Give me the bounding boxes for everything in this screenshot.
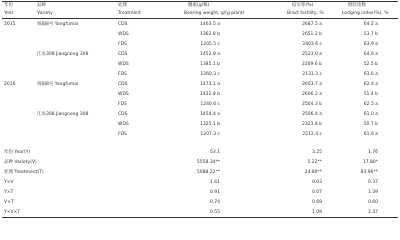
cell-br: 2209.6 b [301,62,322,67]
table-row [0,90,400,100]
header-bearing-weight: 穗重(g/株) [188,3,210,8]
cell-bw: 1240.6 c [200,102,220,107]
table-row [0,120,400,130]
cell-treatment: CDS [118,52,128,57]
stats-row [0,178,400,188]
header-year: 年份 [4,3,13,8]
stats-cell-ld: 0.37 [367,180,378,185]
table-row [0,20,400,30]
stats-cell-ld: 0.60 [367,200,378,205]
cell-bw: 1362.8 b [199,32,220,37]
cell-br: 2212.4 c [302,132,322,137]
cell-variety: 扬辐8号 Yangfumai [37,82,79,87]
cell-treatment: FDS [118,102,127,107]
header-treatment: 处理 [118,3,127,8]
stats-cell-bw: 1.61 [209,180,220,185]
cell-bw: 1385.1 b [199,62,220,67]
stats-cell-label: Y×V [4,180,14,185]
stats-cell-ld: 1.39 [367,190,378,195]
stats-row [0,188,400,198]
cell-ld: 53.7 b [363,32,378,37]
cell-br: 2523.0 a [302,52,322,57]
cell-bw: 1473.1 a [200,82,220,87]
stats-cell-bw: 0.74 [209,200,220,205]
stats-cell-br: 3.25 [311,150,322,155]
stats-cell-bw: 5558.34** [196,160,220,165]
cell-bw: 1325.1 b [199,122,220,127]
header-variety: 品种 [37,3,46,8]
table-row [0,40,400,50]
table-row [0,30,400,40]
cell-treatment: FDS [118,132,127,137]
cell-variety: 江农308 Jiangnong 308 [37,52,89,57]
cell-ld: 50.7 b [363,122,378,127]
header-bract-fertility-en: Bract fertility, % [287,11,324,16]
table-bottom-rule [2,217,398,218]
header-variety-en: Variety [37,11,53,16]
cell-ld: 61.6 a [363,132,378,137]
stats-row [0,168,400,178]
table-row [0,70,400,80]
cell-br: 2131.3 c [302,72,322,77]
stats-cell-label: 处理 Treatment(T) [4,170,44,175]
cell-variety: 扬辐8号 Yangfumai [37,22,79,27]
stats-cell-br: 1.09 [311,210,322,215]
cell-bw: 1463.5 a [200,22,220,27]
header-year-en: Year [4,11,14,16]
cell-variety: 江农308 Jiangnong 308 [37,112,89,117]
cell-treatment: FDS [118,72,127,77]
cell-treatment: WDS [118,92,129,97]
cell-br: 2651.2 b [301,32,322,37]
stats-cell-label: V×T [4,200,14,205]
stats-cell-br: 0.03 [311,180,322,185]
cell-br: 2687.5 a [302,22,322,27]
table-row [0,100,400,110]
cell-bw: 1452.8 a [200,52,220,57]
cell-bw: 1205.5 c [200,42,220,47]
stats-row [0,148,400,158]
cell-treatment: WDS [118,62,129,67]
cell-ld: 61.0 a [363,112,378,117]
stats-cell-ld: 17.80* [362,160,378,165]
cell-treatment: CDS [118,22,128,27]
cell-ld: 62.4 a [363,82,378,87]
stats-cell-bw: 0.91 [209,190,220,195]
table-row [0,110,400,120]
stats-cell-label: 品种 Variety(V) [4,160,37,165]
header-lodging-index-en: Lodging index(%), % [342,11,389,16]
cell-year: 2015 [4,22,16,27]
stats-cell-br: 24.86** [304,170,322,175]
cell-br: 2323.8 b [301,122,322,127]
stats-cell-ld: 83.96** [360,170,378,175]
cell-ld: 64.2 a [363,22,378,27]
cell-br: 2403.6 c [302,42,322,47]
stats-cell-ld: 1.37 [367,210,378,215]
cell-ld: 63.9 a [363,42,378,47]
cell-ld: 51.4 b [363,92,378,97]
stats-cell-br: 0.07 [311,190,322,195]
header-bract-fertility: 结实率(%) [292,3,314,8]
cell-bw: 1207.3 c [200,132,220,137]
stats-row [0,198,400,208]
cell-br: 2606.2 a [302,92,322,97]
stats-cell-label: 年份 Year(Y) [4,150,31,155]
cell-br: 2506.4 a [302,112,322,117]
cell-br: 2603.7 a [302,82,322,87]
cell-treatment: WDS [118,122,129,127]
cell-ld: 63.6 a [363,72,378,77]
stats-cell-br: 0.69 [311,200,322,205]
cell-ld: 62.5 a [363,102,378,107]
stats-cell-ld: 1.76 [367,150,378,155]
cell-ld: 64.6 a [363,52,378,57]
cell-treatment: WDS [118,32,129,37]
cell-bw: 1454.4 a [200,112,220,117]
cell-treatment: CDS [118,82,128,87]
table-row [0,80,400,90]
stats-cell-label: Y×V×T [4,210,21,215]
cell-bw: 1260.3 c [200,72,220,77]
cell-br: 2504.3 b [301,102,322,107]
table-row [0,60,400,70]
stats-cell-bw: 5088.22** [196,170,220,175]
table-row [0,130,400,140]
cell-ld: 52.5 b [363,62,378,67]
stats-cell-bw: 0.55 [209,210,220,215]
stats-row [0,158,400,168]
stats-cell-bw: 53.1 [209,150,220,155]
cell-bw: 1422.8 b [199,92,220,97]
cell-year: 2016 [4,82,16,87]
cell-treatment: FDS [118,42,127,47]
table-top-rule [2,1,398,2]
stats-cell-label: Y×T [4,190,14,195]
header-lodging-index: 倒伏指数 [348,3,366,8]
header-bottom-rule [2,18,398,19]
header-treatment-en: Treatment [118,11,141,16]
table-row [0,50,400,60]
header-bearing-weight-en: Bearing weight, g/(g·plant) [184,11,245,16]
cell-treatment: CDS [118,112,128,117]
stats-cell-br: 5.22** [307,160,322,165]
